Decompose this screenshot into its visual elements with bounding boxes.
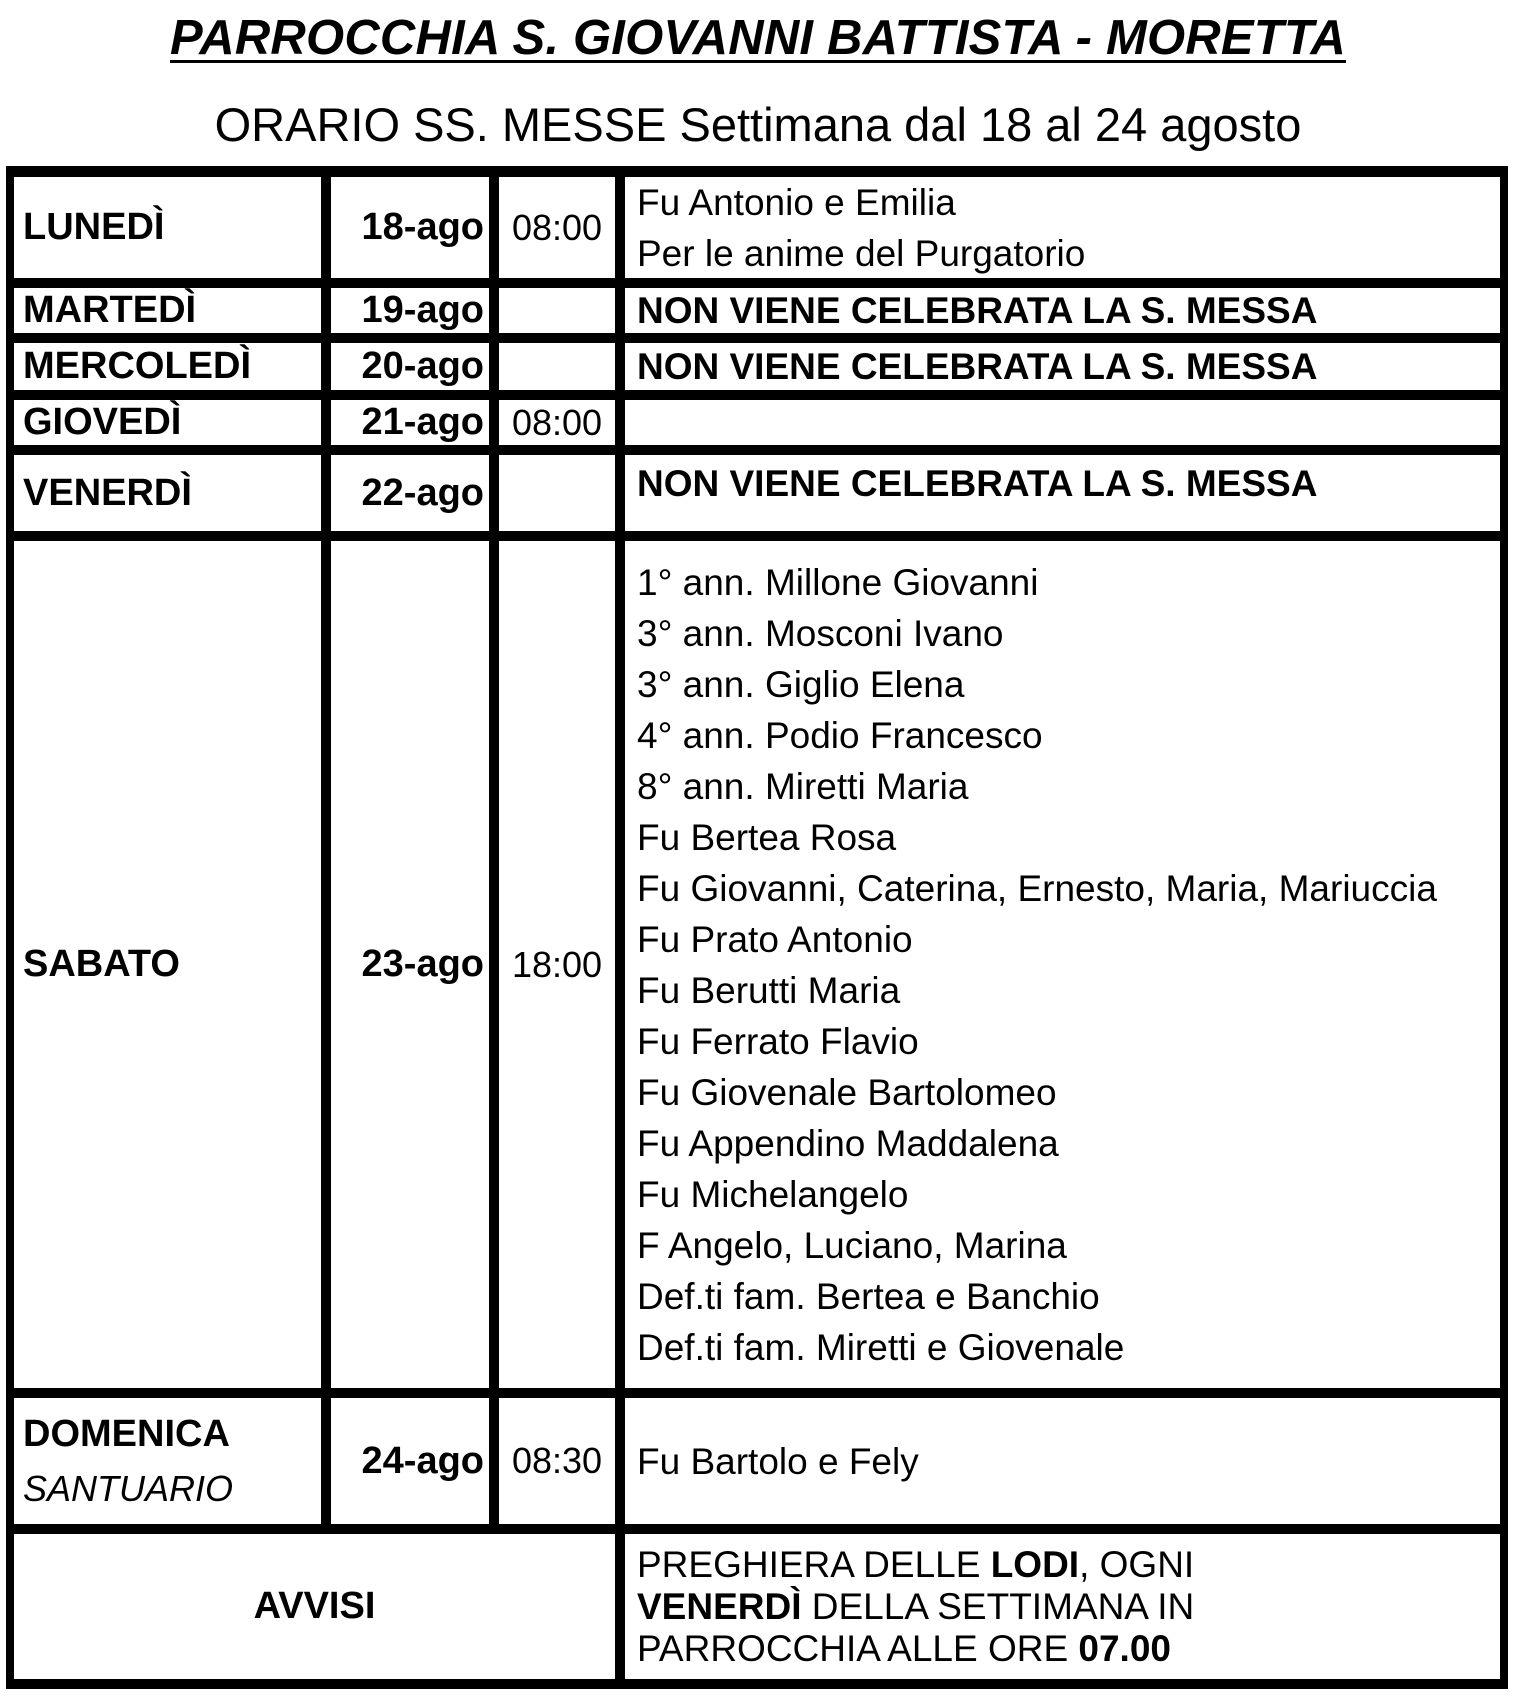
intention-line: Fu Ferrato Flavio xyxy=(637,1020,919,1062)
intention-line: Per le anime del Purgatorio xyxy=(637,232,1086,274)
intention-line: Fu Berutti Maria xyxy=(637,969,901,1011)
intentions-cell xyxy=(625,343,1500,390)
time-cell xyxy=(499,1398,615,1524)
intention-line: Fu Antonio e Emilia xyxy=(637,181,956,223)
date-label: 24-ago xyxy=(361,1439,484,1482)
intention-line: 1° ann. Millone Giovanni xyxy=(637,561,1039,603)
intention-line: Fu Bertea Rosa xyxy=(637,816,897,858)
day-label: DOMENICA xyxy=(23,1412,230,1455)
intentions-cell xyxy=(625,288,1500,333)
date-cell xyxy=(331,541,489,1388)
intention-line: F Angelo, Luciano, Marina xyxy=(637,1224,1067,1266)
announcement-line xyxy=(637,1628,1500,1670)
time-cell xyxy=(499,400,615,445)
date-label: 22-ago xyxy=(361,471,484,514)
intentions-cell xyxy=(625,177,1500,278)
intentions-cell xyxy=(625,400,1500,445)
intentions-cell xyxy=(625,455,1500,531)
announcements-text-cell xyxy=(625,1534,1500,1679)
day-label: LUNEDÌ xyxy=(23,206,165,248)
intention-line: Def.ti fam. Miretti e Giovenale xyxy=(637,1326,1125,1368)
day-label: VENERDÌ xyxy=(23,471,192,514)
day-cell xyxy=(14,343,321,390)
time-cell xyxy=(499,177,615,278)
time-label: 18:00 xyxy=(511,943,603,985)
page-title: PARROCCHIA S. GIOVANNI BATTISTA - MORETTA xyxy=(170,11,1346,65)
day-label: MERCOLEDÌ xyxy=(23,345,251,387)
time-cell xyxy=(499,343,615,390)
announcement-line xyxy=(637,1544,1500,1586)
date-label: 19-ago xyxy=(361,289,484,331)
date-label: 18-ago xyxy=(361,206,484,248)
day-cell xyxy=(14,541,321,1388)
intentions-cell xyxy=(625,541,1500,1388)
day-sublabel: SANTUARIO xyxy=(23,1467,234,1509)
day-cell xyxy=(14,455,321,531)
no-mass-notice: NON VIENE CELEBRATA LA S. MESSA xyxy=(637,290,1318,331)
announcement-text: PARROCCHIA ALLE ORE xyxy=(637,1627,1079,1669)
day-label: SABATO xyxy=(23,943,180,985)
time-cell xyxy=(499,541,615,1388)
time-label: 08:00 xyxy=(511,401,603,443)
intention-line: Fu Appendino Maddalena xyxy=(637,1122,1059,1164)
intentions-cell xyxy=(625,1398,1500,1524)
announcements-label-cell xyxy=(14,1534,615,1679)
day-cell xyxy=(14,1398,321,1524)
date-label: 21-ago xyxy=(361,401,484,443)
intention-line: Fu Prato Antonio xyxy=(637,918,913,960)
intention-line: Fu Giovenale Bartolomeo xyxy=(637,1071,1057,1113)
date-cell xyxy=(331,400,489,445)
time-label: 08:00 xyxy=(511,206,603,248)
time-cell xyxy=(499,288,615,333)
date-cell xyxy=(331,455,489,531)
no-mass-notice: NON VIENE CELEBRATA LA S. MESSA xyxy=(637,463,1318,504)
day-cell xyxy=(14,288,321,333)
announcements-label: AVVISI xyxy=(253,1585,376,1627)
announcement-emphasis: VENERDÌ xyxy=(637,1585,802,1627)
time-label: 08:30 xyxy=(511,1440,603,1481)
date-cell xyxy=(331,177,489,278)
date-label: 20-ago xyxy=(361,345,484,387)
no-mass-notice: NON VIENE CELEBRATA LA S. MESSA xyxy=(637,346,1318,387)
date-cell xyxy=(331,288,489,333)
announcement-text: , OGNI xyxy=(1079,1543,1195,1585)
intention-line: 4° ann. Podio Francesco xyxy=(637,714,1043,756)
intention-line: Fu Giovanni, Caterina, Ernesto, Maria, Mariuccia xyxy=(637,867,1437,909)
intention-line: Def.ti fam. Bertea e Banchio xyxy=(637,1275,1100,1317)
announcement-text: DELLA SETTIMANA IN xyxy=(801,1585,1195,1627)
day-cell xyxy=(14,177,321,278)
intention-line: 3° ann. Giglio Elena xyxy=(637,663,965,705)
intention-line: Fu Bartolo e Fely xyxy=(637,1440,919,1482)
intention-line: 8° ann. Miretti Maria xyxy=(637,765,969,807)
time-cell xyxy=(499,455,615,531)
day-label: MARTEDÌ xyxy=(23,289,197,331)
day-label: GIOVEDÌ xyxy=(23,401,182,443)
announcement-emphasis: LODI xyxy=(990,1543,1080,1585)
date-cell xyxy=(331,1398,489,1524)
announcement-text: PREGHIERA DELLE xyxy=(637,1543,991,1585)
intention-line: 3° ann. Mosconi Ivano xyxy=(637,612,1004,654)
date-label: 23-ago xyxy=(361,943,484,985)
page-subtitle: ORARIO SS. MESSE Settimana dal 18 al 24 agosto xyxy=(214,98,1302,151)
mass-schedule-table xyxy=(6,166,1508,1689)
date-cell xyxy=(331,343,489,390)
day-cell xyxy=(14,400,321,445)
announcement-line xyxy=(637,1586,1500,1628)
intention-line: Fu Michelangelo xyxy=(637,1173,909,1215)
announcement-emphasis: 07.00 xyxy=(1078,1627,1171,1669)
